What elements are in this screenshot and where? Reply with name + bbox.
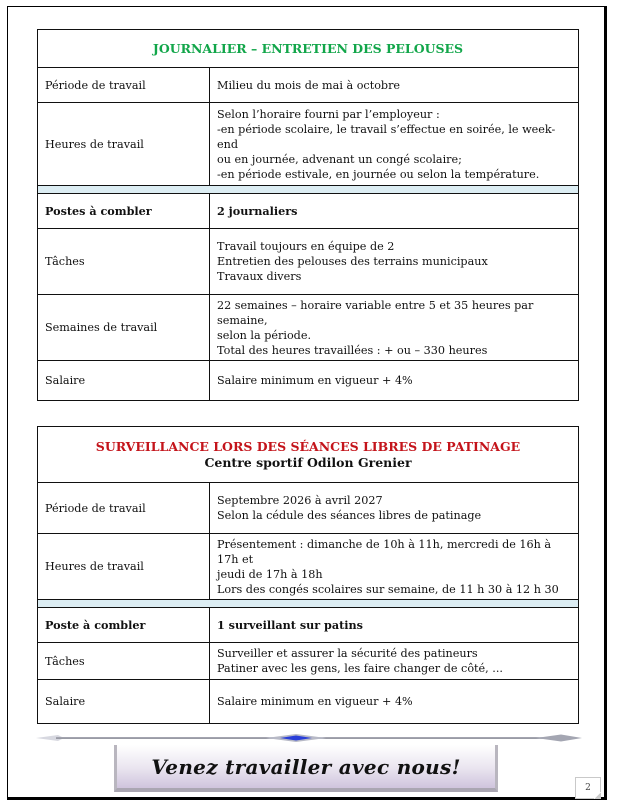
value-line: Lors des congés scolaires sur semaine, de 11 h 30 à 12 h 30 xyxy=(217,582,559,596)
job-table-skating-supervision xyxy=(37,426,579,724)
section-subtitle: Centre sportif Odilon Grenier xyxy=(204,454,412,470)
row-label: Postes à combler xyxy=(38,194,210,229)
table-row xyxy=(38,361,579,401)
value-line: Selon l’horaire fourni par l’employeur : xyxy=(217,107,440,121)
row-value xyxy=(210,229,579,295)
value-line: Présentement : dimanche de 10h à 11h, mercredi de 16h à 17h et xyxy=(217,537,552,566)
row-label: Tâches xyxy=(38,229,210,295)
value-line: Travail toujours en équipe de 2 xyxy=(217,240,395,253)
row-value xyxy=(210,194,579,229)
value-line: 1 surveillant sur patins xyxy=(217,617,363,632)
row-label: Période de travail xyxy=(38,483,210,534)
table-row xyxy=(38,680,579,724)
row-label: Poste à combler xyxy=(38,608,210,643)
value-line: jeudi de 17h à 18h xyxy=(217,567,323,581)
row-value xyxy=(210,680,579,724)
section-title: JOURNALIER – ENTRETIEN DES PELOUSES xyxy=(152,40,464,56)
banner-text: Venez travailler avec nous! xyxy=(151,754,461,779)
call-to-action-banner xyxy=(114,745,498,792)
row-value xyxy=(210,534,579,600)
value-line: Entretien des pelouses des terrains municipaux xyxy=(217,255,488,268)
value-line: Septembre 2026 à avril 2027 xyxy=(217,494,383,507)
row-label: Heures de travail xyxy=(38,103,210,186)
row-value xyxy=(210,483,579,534)
table-row xyxy=(38,643,579,680)
value-line: Salaire minimum en vigueur + 4% xyxy=(217,695,413,708)
row-value xyxy=(210,68,579,103)
value-line: ou en journée, advenant un congé scolaire; xyxy=(217,152,462,166)
value-line: Travaux divers xyxy=(217,270,302,283)
row-label: Heures de travail xyxy=(38,534,210,600)
row-label: Tâches xyxy=(38,643,210,680)
table-row xyxy=(38,68,579,103)
table-row xyxy=(38,194,579,229)
value-line: 2 journaliers xyxy=(217,203,298,218)
row-label: Salaire xyxy=(38,361,210,401)
job-table-lawn-maintenance xyxy=(37,29,579,401)
value-line: selon la période. xyxy=(217,328,312,342)
row-label: Salaire xyxy=(38,680,210,724)
spacer-row xyxy=(38,600,579,608)
section-title-cell xyxy=(38,30,579,68)
value-line: 22 semaines – horaire variable entre 5 et 35 heures par semaine, xyxy=(217,298,534,327)
table-row xyxy=(38,229,579,295)
value-line: Milieu du mois de mai à octobre xyxy=(217,78,401,92)
page-number: 2 xyxy=(575,777,601,799)
value-line: -en période scolaire, le travail s’effectue en soirée, le week-end xyxy=(217,122,556,151)
row-value xyxy=(210,643,579,680)
row-value xyxy=(210,295,579,361)
section-title: SURVEILLANCE LORS DES SÉANCES LIBRES DE PATINAGE xyxy=(95,438,521,454)
value-line: Surveiller et assurer la sécurité des patineurs xyxy=(217,647,478,660)
row-label: Semaines de travail xyxy=(38,295,210,361)
table-row xyxy=(38,483,579,534)
section-title-cell xyxy=(38,427,579,483)
table-row xyxy=(38,608,579,643)
row-value xyxy=(210,103,579,186)
row-value xyxy=(210,361,579,401)
value-line: Salaire minimum en vigueur + 4% xyxy=(217,374,413,387)
value-line: Patiner avec les gens, les faire changer de côté, ... xyxy=(217,662,503,675)
table-row xyxy=(38,295,579,361)
row-value xyxy=(210,608,579,643)
table-row xyxy=(38,103,579,186)
row-label: Période de travail xyxy=(38,68,210,103)
value-line: Selon la cédule des séances libres de patinage xyxy=(217,509,482,522)
table-row xyxy=(38,534,579,600)
decorative-divider-icon xyxy=(36,733,582,743)
value-line: Total des heures travaillées : + ou – 330 heures xyxy=(217,343,488,357)
value-line: -en période estivale, en journée ou selon la température. xyxy=(217,167,540,181)
spacer-row xyxy=(38,186,579,194)
